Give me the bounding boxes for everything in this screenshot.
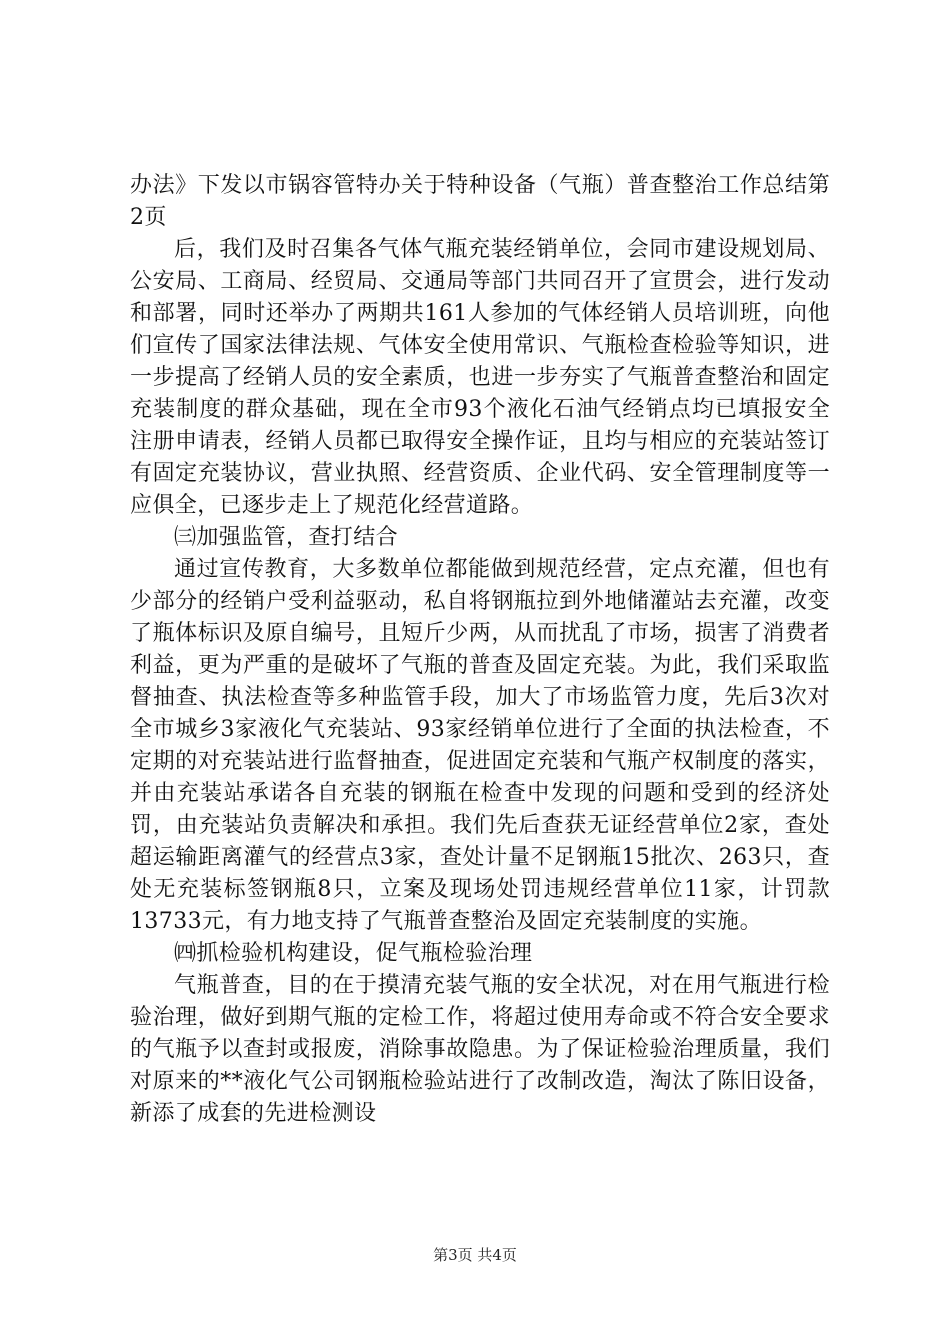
paragraph-inspection: 气瓶普查，目的在于摸清充装气瓶的安全状况，对在用气瓶进行检验治理，做好到期气瓶的定检工作，将超过使用寿命或不符合安全要求的气瓶予以查封或报废，消除事故隐患。为了保证检验治理质量，我们对原来的**液化气公司钢瓶检验站进行了改制改造，淘汰了陈旧设备，新添了成套的先进检测设 <box>130 973 830 1126</box>
section-heading-supervision: ㈢加强监管，查打结合 <box>174 525 399 550</box>
paragraph-training: 后，我们及时召集各气体气瓶充装经销单位，会同市建设规划局、公安局、工商局、经贸局、交通局等部门共同召开了宣贯会，进行发动和部署，同时还举办了两期共161人参加的气体经销人员培训班，向他们宣传了国家法律法规、气体安全使用常识、气瓶检查检验等知识，进一步提高了经销人员的安全素质，也进一步夯实了气瓶普查整治和固定充装制度的群众基础，现在全市93个液化石油气经销点均已填报安全注册申请表，经销人员都已取得安全操作证，且均与相应的充装站签订有固定充装协议，营业执照、经营资质、企业代码、安全管理制度等一应俱全，已逐步走上了规范化经营道路。 <box>130 237 830 518</box>
document-body <box>130 170 830 1130</box>
section-heading-inspection: ㈣抓检验机构建设，促气瓶检验治理 <box>174 941 533 966</box>
page-footer: 第3页 共4页 <box>433 1246 517 1264</box>
paragraph-title-continuation: 办法》下发以市锅容管特办关于特种设备（气瓶）普查整治工作总结第2页 <box>130 173 830 230</box>
paragraph-supervision: 通过宣传教育，大多数单位都能做到规范经营，定点充灌，但也有少部分的经销户受利益驱动，私自将钢瓶拉到外地储灌站去充灌，改变了瓶体标识及原自编号，且短斤少两，从而扰乱了市场，损害了消费者利益，更为严重的是破坏了气瓶的普查及固定充装。为此，我们采取监督抽查、执法检查等多种监管手段，加大了市场监管力度，先后3次对全市城乡3家液化气充装站、93家经销单位进行了全面的执法检查，不定期的对充装站进行监督抽查，促进固定充装和气瓶产权制度的落实，并由充装站承诺各自充装的钢瓶在检查中发现的问题和受到的经济处罚，由充装站负责解决和承担。我们先后查获无证经营单位2家，查处超运输距离灌气的经营点3家，查处计量不足钢瓶15批次、263只，查处无充装标签钢瓶8只，立案及现场处罚违规经营单位11家，计罚款13733元，有力地支持了气瓶普查整治及固定充装制度的实施。 <box>130 557 830 934</box>
